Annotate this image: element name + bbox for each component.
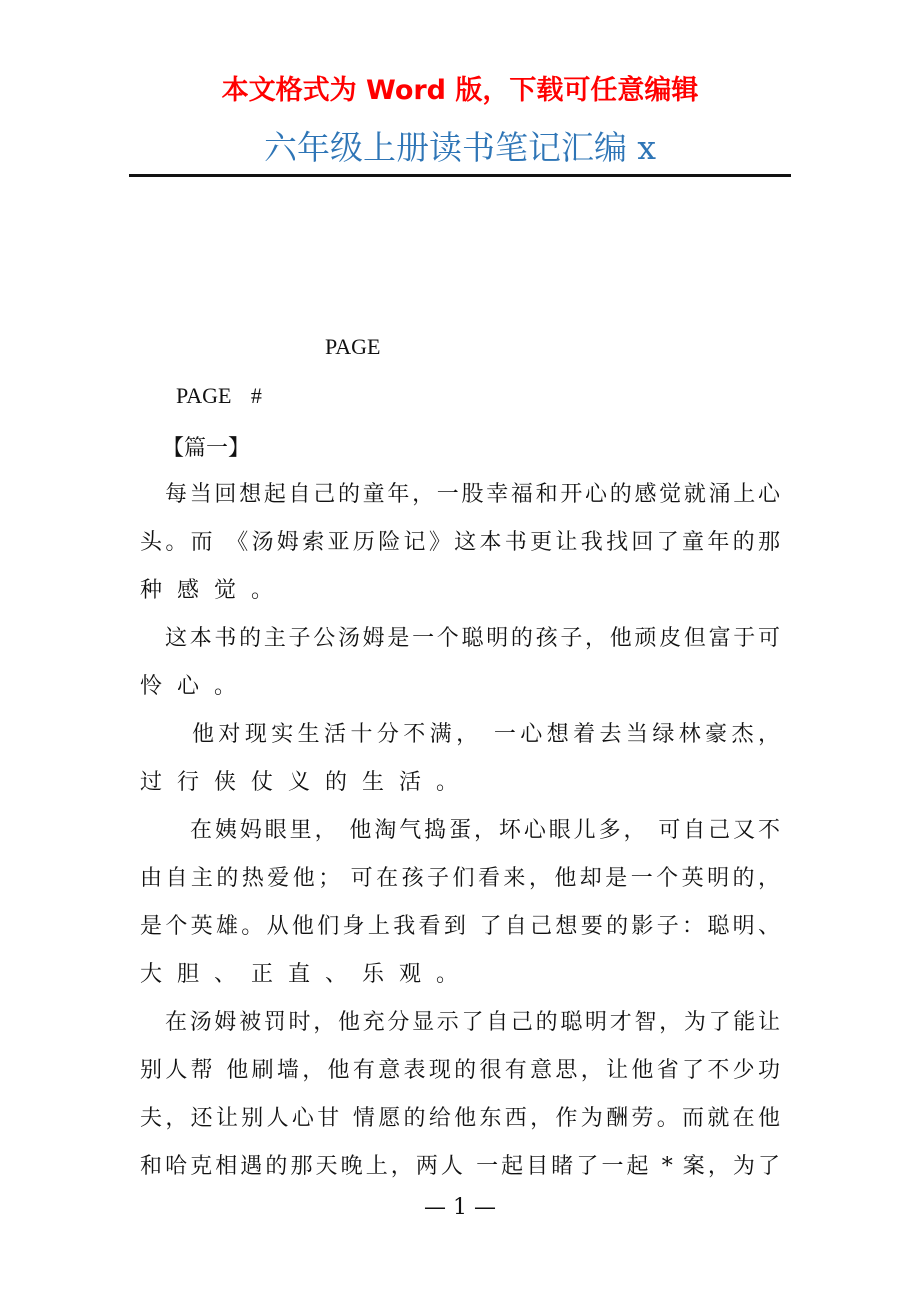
text-line: 别人帮 他刷墙，他有意表现的很有意思，让他省了不少功 xyxy=(140,1058,780,1083)
text-line: 夫，还让别人心甘 情愿的给他东西，作为酬劳。而就在他 xyxy=(140,1106,780,1131)
title-divider xyxy=(129,174,791,177)
text-line: 他对现实生活十分不满， 一心想着去当绿林豪杰， xyxy=(192,722,780,747)
text-line: 由自主的热爱他； 可在孩子们看来，他却是一个英明的， xyxy=(140,866,780,891)
text-line: 和哈克相遇的那天晚上，两人 一起目睹了一起 * 案，为了 xyxy=(140,1154,780,1179)
text-line: 是个英雄。从他们身上我看到 了自己想要的影子：聪明、 xyxy=(140,914,780,939)
page-number: — 1 — xyxy=(424,1195,496,1220)
text-line: 在姨妈眼里， 他淘气捣蛋，坏心眼儿多， 可自己又不 xyxy=(190,818,780,843)
page-field-hash: PAGE # xyxy=(176,383,262,408)
text-line: 在汤姆被罚时，他充分显示了自己的聪明才智，为了能让 xyxy=(165,1010,780,1035)
word-format-banner: 本文格式为 Word 版，下载可任意编辑 xyxy=(221,75,699,106)
text-line: 这本书的主子公汤姆是一个聪明的孩子，他顽皮但富于可 xyxy=(165,626,780,651)
text-line: 过行侠仗义的生活。 xyxy=(140,770,474,795)
document-title: 六年级上册读书笔记汇编 x xyxy=(263,128,657,167)
page-field: PAGE xyxy=(325,334,381,359)
text-line: 头。而 《汤姆索亚历险记》这本书更让我找回了童年的那 xyxy=(140,530,780,555)
section-label: 【篇一】 xyxy=(162,436,251,461)
text-line: 每当回想起自己的童年，一股幸福和开心的感觉就涌上心 xyxy=(165,482,780,507)
text-line: 怜心。 xyxy=(140,674,252,699)
text-line: 大胆、正直、乐观。 xyxy=(140,962,474,987)
text-line: 种感觉。 xyxy=(140,578,289,603)
